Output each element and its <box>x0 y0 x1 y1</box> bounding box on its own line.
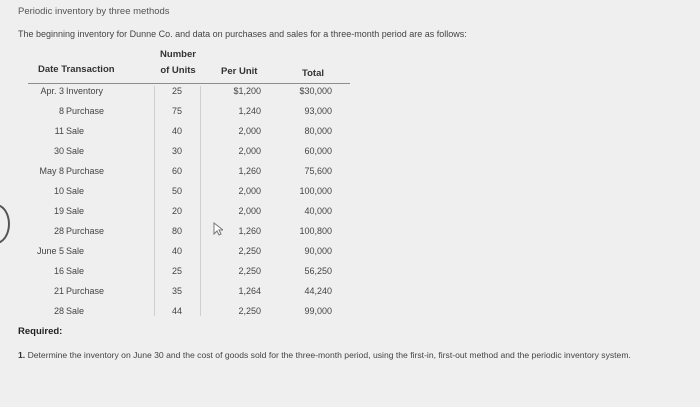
row-date: 10 <box>53 186 64 196</box>
row-units: 50 <box>171 186 182 196</box>
header-per-unit: Per Unit <box>221 66 258 77</box>
row-total: 80,000 <box>304 126 332 136</box>
header-units-line2: of Units <box>160 65 196 76</box>
row-units: 35 <box>171 286 182 296</box>
row-date: 19 <box>53 206 64 216</box>
row-transaction: Inventory <box>66 86 104 96</box>
header-units-line1: Number <box>160 49 196 60</box>
column-divider <box>154 86 155 316</box>
row-transaction: Purchase <box>66 106 105 116</box>
row-transaction: Sale <box>66 266 85 276</box>
row-total: 44,240 <box>304 286 332 296</box>
row-transaction: Sale <box>66 306 85 316</box>
row-transaction: Sale <box>66 206 85 216</box>
task-1 <box>18 348 700 363</box>
row-total: 90,000 <box>304 246 332 256</box>
header-rule <box>28 83 350 84</box>
row-per-unit: 1,240 <box>238 106 261 116</box>
row-units: 20 <box>171 206 182 216</box>
row-date: 30 <box>53 146 64 156</box>
row-total: 75,600 <box>304 166 332 176</box>
row-per-unit: 2,000 <box>238 146 261 156</box>
row-transaction: Sale <box>66 186 85 196</box>
header-total: Total <box>302 68 324 79</box>
row-units: 30 <box>171 146 182 156</box>
problem-intro: The beginning inventory for Dunne Co. and data on purchases and sales for a three-month period are as follows: <box>18 29 467 39</box>
row-transaction: Purchase <box>66 166 105 176</box>
row-transaction: Purchase <box>66 226 105 236</box>
row-units: 40 <box>171 126 182 136</box>
row-total: 93,000 <box>304 106 332 116</box>
row-total: 56,250 <box>304 266 332 276</box>
row-per-unit: 2,000 <box>238 126 261 136</box>
problem-title: Periodic inventory by three methods <box>18 6 170 17</box>
row-per-unit: 2,000 <box>238 206 261 216</box>
row-total: 99,000 <box>304 306 332 316</box>
row-date: May 8 <box>39 166 64 176</box>
row-date: June 5 <box>36 246 64 256</box>
row-per-unit: 1,260 <box>238 166 261 176</box>
required-label: Required: <box>18 326 63 337</box>
row-units: 40 <box>171 246 182 256</box>
row-transaction: Purchase <box>66 286 105 296</box>
row-per-unit: $1,200 <box>233 86 261 96</box>
row-total: $30,000 <box>299 86 332 96</box>
window-edge-arc <box>0 204 10 244</box>
row-per-unit: 2,000 <box>238 186 261 196</box>
row-date: 8 <box>58 106 64 116</box>
row-per-unit: 2,250 <box>238 266 261 276</box>
row-total: 40,000 <box>304 206 332 216</box>
row-units: 25 <box>171 266 182 276</box>
row-total: 100,000 <box>299 186 332 196</box>
row-date: 11 <box>54 126 64 136</box>
header-date-transaction: Date Transaction <box>38 64 115 75</box>
row-per-unit: 1,260 <box>238 226 261 236</box>
row-date: 28 <box>53 226 64 236</box>
task-number: 1. <box>18 350 26 360</box>
row-date: 28 <box>53 306 64 316</box>
row-transaction: Sale <box>66 246 85 256</box>
row-total: 60,000 <box>304 146 332 156</box>
row-units: 75 <box>171 106 182 116</box>
row-units: 60 <box>171 166 182 176</box>
task-text: Determine the inventory on June 30 and the cost of goods sold for the three-month period, using the first-in, first-out method and the periodic inventory system. <box>27 350 631 360</box>
row-date: 16 <box>53 266 64 276</box>
row-units: 44 <box>171 306 182 316</box>
row-transaction: Sale <box>66 126 85 136</box>
row-units: 25 <box>171 86 182 96</box>
column-divider <box>200 86 201 316</box>
row-per-unit: 2,250 <box>238 246 261 256</box>
row-date: 21 <box>53 286 64 296</box>
row-per-unit: 2,250 <box>238 306 261 316</box>
row-date: Apr. 3 <box>40 86 64 96</box>
row-total: 100,800 <box>299 226 332 236</box>
mouse-cursor-icon <box>213 222 223 236</box>
row-per-unit: 1,264 <box>238 286 261 296</box>
row-units: 80 <box>171 226 182 236</box>
row-transaction: Sale <box>66 146 85 156</box>
